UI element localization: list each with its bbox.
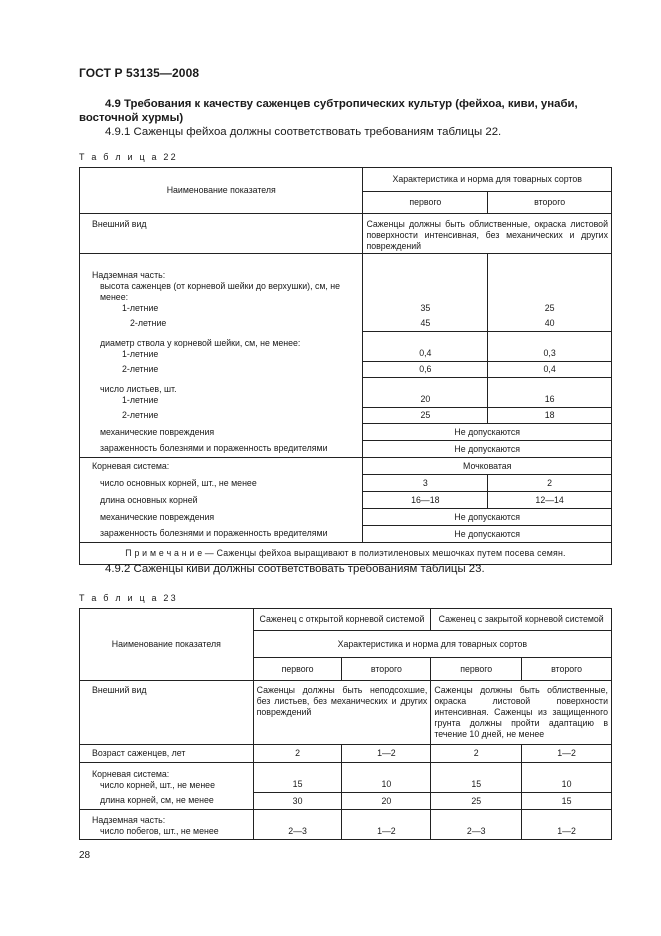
t23-head-closed-second: второго xyxy=(522,658,612,681)
t22-note-text: Саженцы фейхоа выращивают в полиэтиленовых мешочках путем посева семян. xyxy=(216,548,566,558)
t23-head-open-second: второго xyxy=(342,658,431,681)
t22-leaves-annual1: 1-летние xyxy=(122,394,159,405)
t22-roots-len-second: 12—14 xyxy=(488,492,612,509)
t22-leaves1-first: 20 xyxy=(363,378,488,408)
t22-leaves-label: число листьев, шт. xyxy=(100,383,177,394)
t22-head-group: Характеристика и норма для товарных сортов xyxy=(363,168,612,192)
t23-age-closed-first: 2 xyxy=(431,745,522,763)
t22-height-label: высота саженцев (от корневой шейки до верхушки), см, не менее: xyxy=(100,280,341,302)
t22-diam-label: диаметр ствола у корневой шейки, см, не менее: xyxy=(100,337,301,348)
t22-diam2-second: 0,4 xyxy=(488,362,612,378)
t22-head-first: первого xyxy=(363,192,488,214)
t22-head-indicator: Наименование показателя xyxy=(80,168,363,214)
t23-root-count-open-first: 15 xyxy=(253,763,342,793)
t23-shoots-closed-first: 2—3 xyxy=(431,810,522,840)
t23-root-label: Корневая система: xyxy=(92,768,170,779)
t23-head-closed-first: первого xyxy=(431,658,522,681)
t22-diam-annual1: 1-летние xyxy=(122,348,159,359)
t22-root-mech-label: механические повреждения xyxy=(80,509,363,526)
t23-shoots-open-second: 1—2 xyxy=(342,810,431,840)
t23-aerial-cell xyxy=(80,810,254,840)
table-22 xyxy=(79,167,612,565)
t23-shoots-label: число побегов, шт., не менее xyxy=(100,826,219,836)
table-23 xyxy=(79,608,612,840)
t22-appearance-label: Внешний вид xyxy=(80,214,363,254)
t22-height2-second: 40 xyxy=(488,316,612,332)
t23-head-indicator: Наименование показателя xyxy=(80,609,254,681)
t22-appearance-value: Саженцы должны быть облиственные, окраска листовой поверхности интенсивная, без механических и других повреждений xyxy=(363,214,612,254)
t22-diam-cell xyxy=(80,332,363,362)
t22-aerial-cell xyxy=(80,254,363,316)
t22-diam1-second: 0,3 xyxy=(488,332,612,362)
t22-aerial-label: Надземная часть: xyxy=(92,269,166,280)
t22-height2-first: 45 xyxy=(363,316,488,332)
t22-leaves2-second: 18 xyxy=(488,408,612,424)
t23-head-closed: Саженец с закрытой корневой системой xyxy=(431,609,612,631)
t22-disease-label: зараженность болезнями и пораженность вредителями xyxy=(80,441,363,458)
t22-leaves-cell xyxy=(80,378,363,408)
t22-root-disease-value: Не допускаются xyxy=(363,526,612,543)
t22-root-type: Мочковатая xyxy=(363,458,612,475)
t23-age-open-first: 2 xyxy=(253,745,342,763)
t22-head-second: второго xyxy=(488,192,612,214)
t22-height1-first: 35 xyxy=(363,254,488,316)
t23-root-len-closed-first: 25 xyxy=(431,793,522,810)
t23-appearance-label: Внешний вид xyxy=(80,681,254,745)
t23-shoots-open-first: 2—3 xyxy=(253,810,342,840)
t22-root-label: Корневая система: xyxy=(80,458,363,475)
document-code: ГОСТ Р 53135—2008 xyxy=(79,66,200,80)
t23-head-group: Характеристика и норма для товарных сортов xyxy=(253,631,611,658)
t22-root-disease-label: зараженность болезнями и пораженность вредителями xyxy=(80,526,363,543)
t22-height-annual2: 2-летние xyxy=(80,316,363,332)
paragraph-4-9-1: 4.9.1 Саженцы фейхоа должны соответствовать требованиям таблицы 22. xyxy=(105,126,502,138)
t23-appearance-closed: Саженцы должны быть облиственные, окраска листовой поверхности интенсивная. Саженцы из защищенного грунта должны пройти адаптацию в течение 10 дней, не менее xyxy=(431,681,612,745)
t23-head-open: Саженец с открытой корневой системой xyxy=(253,609,431,631)
t23-root-count-closed-first: 15 xyxy=(431,763,522,793)
section-title: 4.9 Требования к качеству саженцев субтропических культур (фейхоа, киви, унаби, восточной хурмы) xyxy=(79,98,578,124)
t22-roots-len-label: длина основных корней xyxy=(80,492,363,509)
t23-root-count-open-second: 10 xyxy=(342,763,431,793)
t22-mech-label: механические повреждения xyxy=(80,424,363,441)
t23-shoots-closed-second: 1—2 xyxy=(522,810,612,840)
t22-mech-value: Не допускаются xyxy=(363,424,612,441)
page-number: 28 xyxy=(79,850,91,861)
t23-root-len-open-second: 20 xyxy=(342,793,431,810)
t23-root-count-label: число корней, шт., не менее xyxy=(100,779,215,790)
paragraph-4-9-2: 4.9.2 Саженцы киви должны соответствовать требованиям таблицы 23. xyxy=(105,563,485,575)
t22-leaves-annual2: 2-летние xyxy=(80,408,363,424)
t22-disease-value: Не допускаются xyxy=(363,441,612,458)
t22-diam1-first: 0,4 xyxy=(363,332,488,362)
t23-age-closed-second: 1—2 xyxy=(522,745,612,763)
t22-height1-second: 25 xyxy=(488,254,612,316)
t22-roots-count-first: 3 xyxy=(363,475,488,492)
t22-roots-count-second: 2 xyxy=(488,475,612,492)
t23-age-open-second: 1—2 xyxy=(342,745,431,763)
t23-root-len-label: длина корней, см, не менее xyxy=(80,793,254,810)
t22-diam-annual2: 2-летние xyxy=(80,362,363,378)
t22-root-mech-value: Не допускаются xyxy=(363,509,612,526)
t22-leaves2-first: 25 xyxy=(363,408,488,424)
table23-label: Т а б л и ц а 23 xyxy=(79,593,178,603)
t23-root-count-closed-second: 10 xyxy=(522,763,612,793)
t23-root-len-closed-second: 15 xyxy=(522,793,612,810)
t22-roots-count-label: число основных корней, шт., не менее xyxy=(80,475,363,492)
t22-height-annual1: 1-летние xyxy=(122,302,159,313)
t22-leaves1-second: 16 xyxy=(488,378,612,408)
t22-roots-len-first: 16—18 xyxy=(363,492,488,509)
t23-aerial-label: Надземная часть: xyxy=(92,815,166,825)
table22-label: Т а б л и ц а 22 xyxy=(79,152,178,162)
t23-head-open-first: первого xyxy=(253,658,342,681)
t23-age-label: Возраст саженцев, лет xyxy=(80,745,254,763)
t22-note xyxy=(80,543,612,565)
t23-root-len-open-first: 30 xyxy=(253,793,342,810)
t22-note-prefix: П р и м е ч а н и е — xyxy=(125,548,214,558)
t22-diam2-first: 0,6 xyxy=(363,362,488,378)
t23-appearance-open: Саженцы должны быть неподсохшие, без листьев, без механических и других повреждений xyxy=(253,681,431,745)
t23-root-cell xyxy=(80,763,254,793)
